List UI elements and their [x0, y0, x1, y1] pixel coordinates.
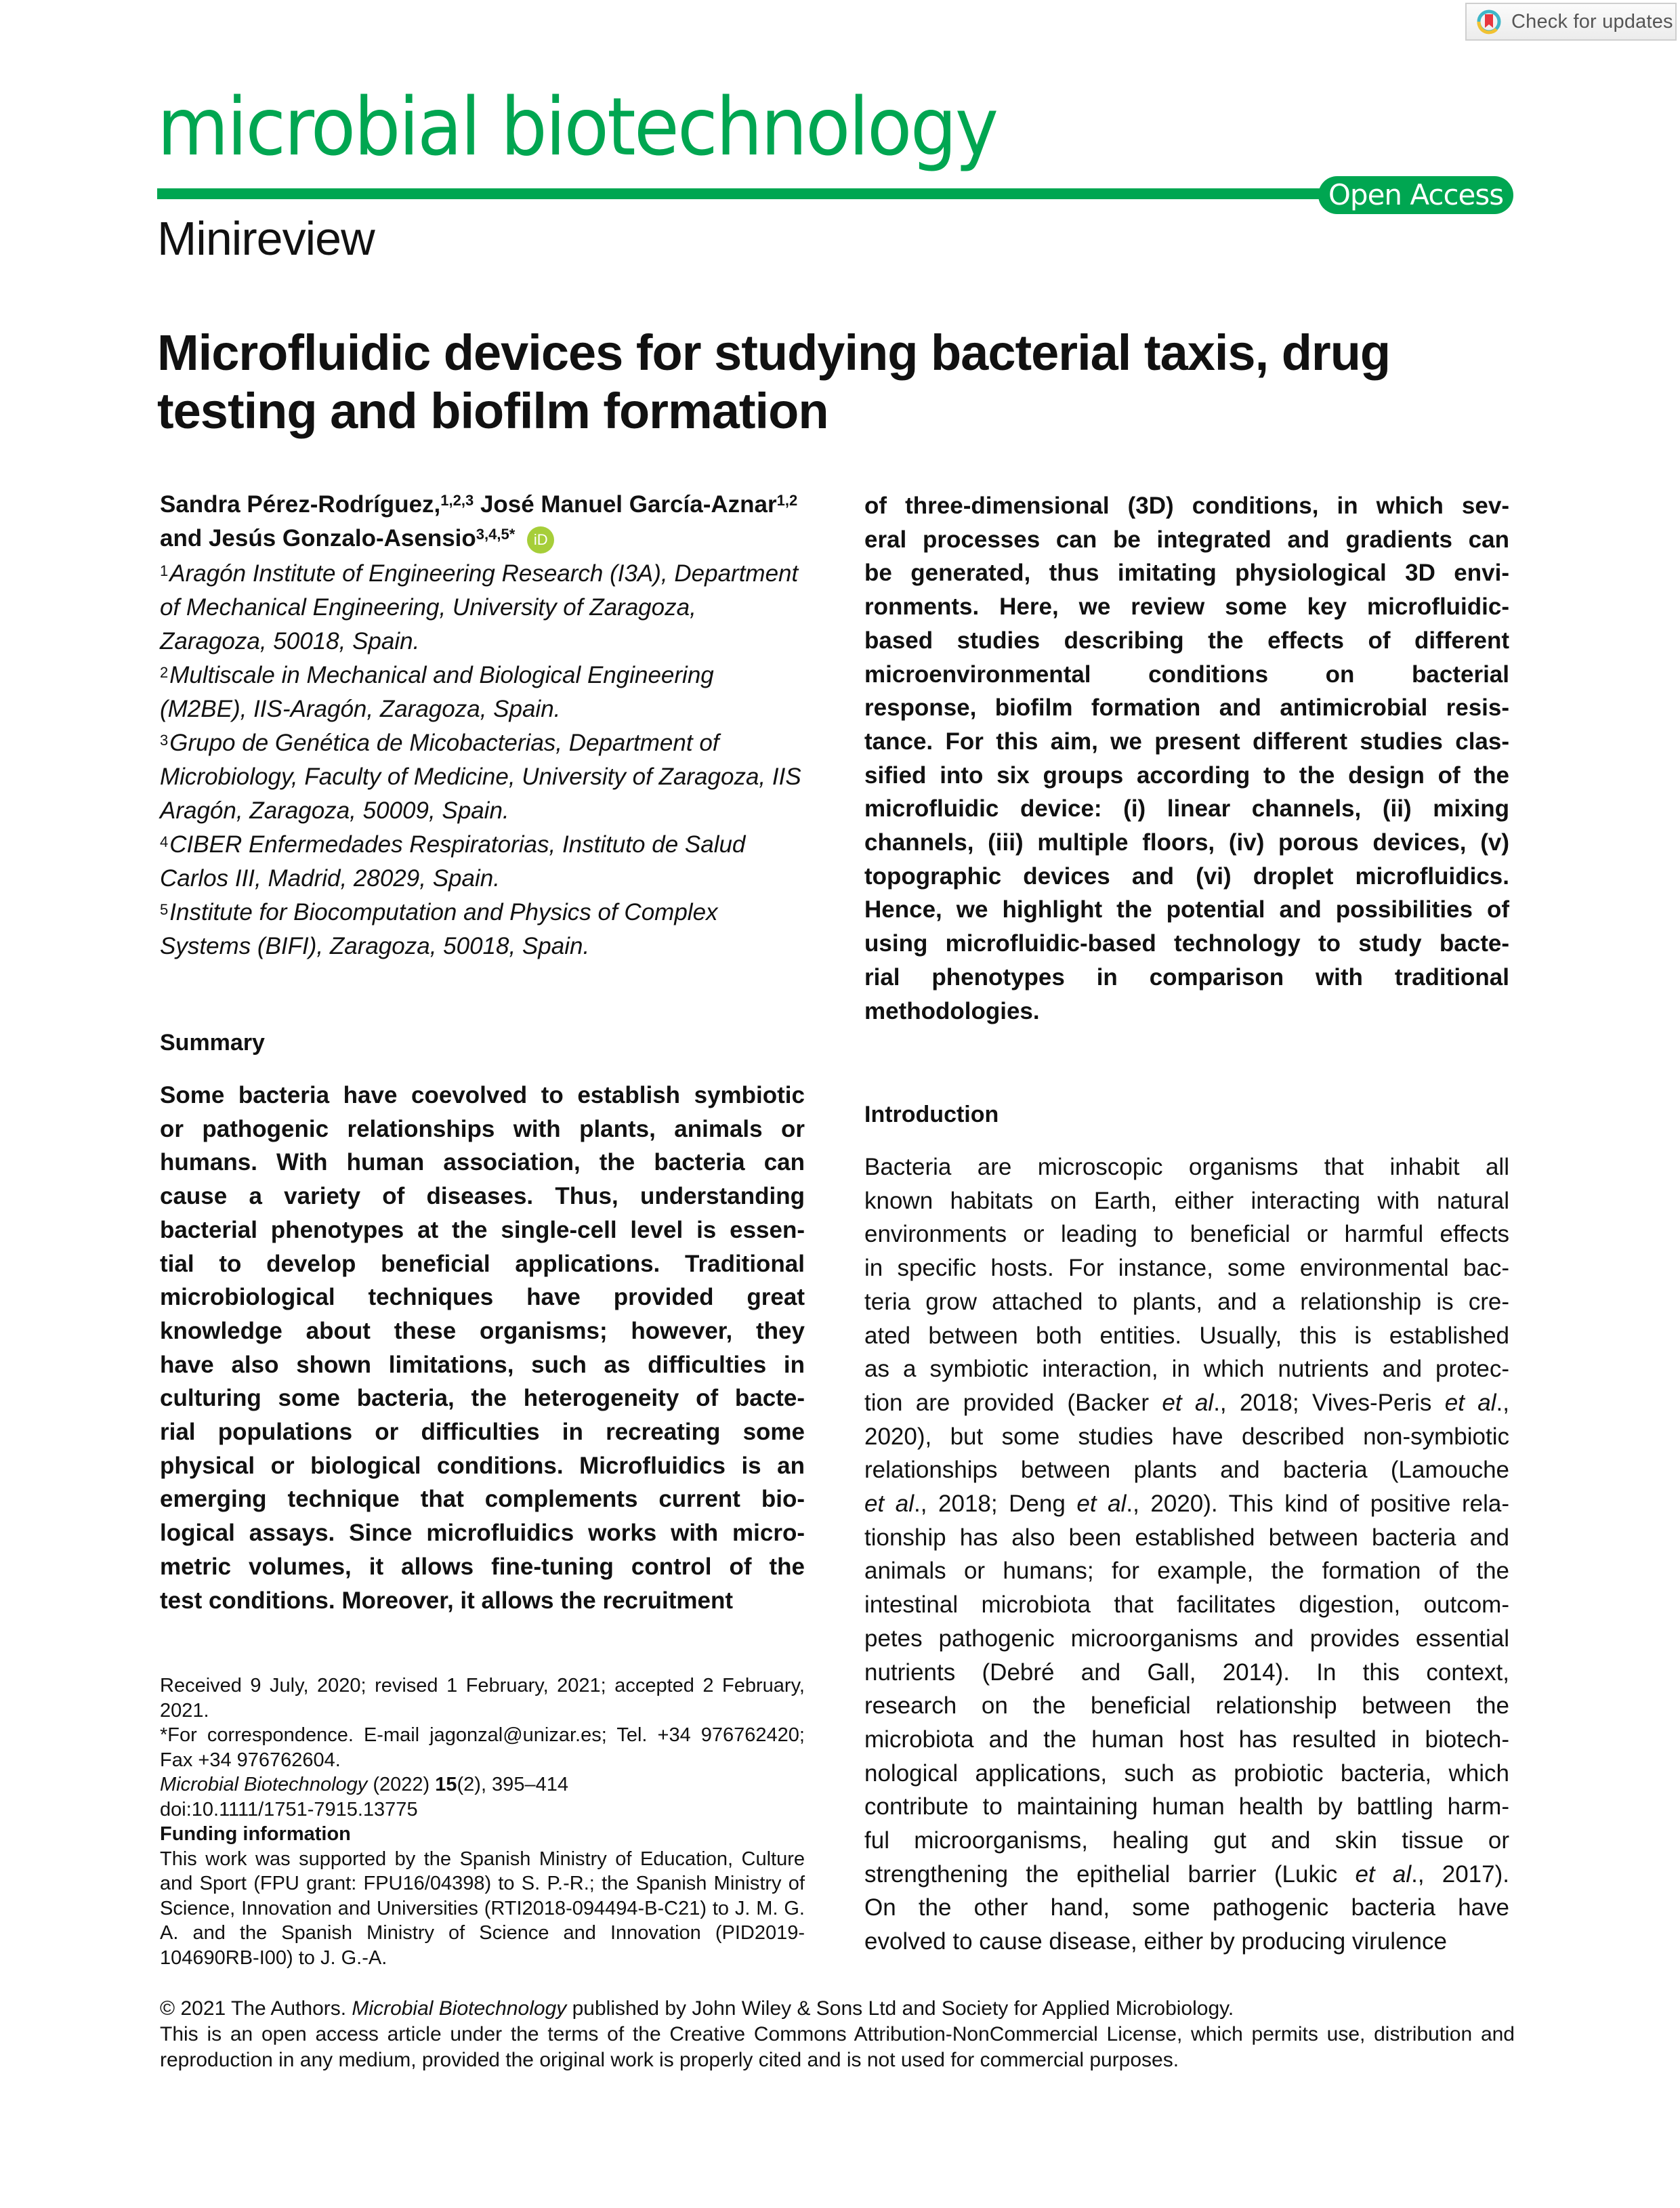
summary-heading: Summary — [160, 1030, 265, 1056]
text-line: nutrients (Debré and Gall, 2014). In this context, — [864, 1659, 1509, 1686]
copyright-icon: © — [160, 1997, 175, 2020]
affiliation-item — [160, 726, 805, 828]
text-line: in specific hosts. For instance, some environmental bac- — [864, 1255, 1509, 1282]
citation-volume: 15 — [435, 1774, 457, 1795]
summary-continuation — [864, 489, 1509, 1028]
open-access-badge: Open Access — [1318, 176, 1513, 214]
check-for-updates-label: Check for updates — [1511, 10, 1673, 33]
text-line: tionship has also been established between bacteria and — [864, 1524, 1509, 1551]
author-name[interactable]: and Jesús Gonzalo-Asensio — [160, 525, 476, 551]
text-line: research on the beneficial relationship between the — [864, 1692, 1509, 1720]
text-line: channels, (iii) multiple floors, (iv) porous devices, (v) — [864, 829, 1509, 856]
received-dates: Received 9 July, 2020; revised 1 February, 2021; accepted 2 February, 2021. — [160, 1675, 805, 1722]
citation-year: (2022) — [367, 1774, 436, 1795]
text-line: emerging technique that complements current bio- — [160, 1486, 805, 1513]
text-line: microenvironmental conditions on bacterial — [864, 661, 1509, 688]
text-line: tance. For this aim, we present different studies clas- — [864, 728, 1509, 755]
text-line: 2020), but some studies have described non-symbiotic — [864, 1423, 1509, 1450]
affiliation-number: 3 — [160, 732, 169, 749]
text-line: or pathogenic relationships with plants, animals or — [160, 1115, 805, 1142]
copyright-text: 2021 The Authors. — [175, 1997, 352, 2020]
text-line: be generated, thus imitating physiological 3D envi- — [864, 560, 1509, 587]
author-affiliation-marks: 1,2,3 — [440, 492, 474, 509]
text-line: et al., 2018; Deng et al., 2020). This kind of positive rela- — [864, 1491, 1510, 1518]
text-line: known habitats on Earth, either interacting with natural — [864, 1187, 1509, 1214]
crossmark-icon — [1476, 9, 1502, 35]
text-line: cause a variety of diseases. Thus, understanding — [160, 1183, 805, 1210]
text-line: On the other hand, some pathogenic bacteria have — [864, 1894, 1509, 1921]
text-line: tial to develop beneficial applications. Traditional — [160, 1250, 805, 1277]
affiliation-item — [160, 896, 805, 963]
text-line: as a symbiotic interaction, in which nutrients and protec- — [864, 1356, 1509, 1383]
affiliation-text: Aragón Institute of Engineering Research (I3A), Department of Mechanical Engineering, University of Zaragoza, Zaragoza, 50018, Spain. — [160, 560, 799, 654]
text-line: animals or humans; for example, the formation of the — [864, 1558, 1509, 1585]
funding-text: This work was supported by the Spanish Ministry of Education, Culture and Sport (FPU grant: FPU16/04398) to S. P.-R.; the Spanish Ministry of Science, Innovation and Universities (RTI2018-094494-B-C21) to J. M. G. A. and the Spanish Ministry of Science and Innovation (PID2019-104690RB-I00) to J. G.-A. — [160, 1848, 805, 1969]
citation-pages: (2), 395–414 — [457, 1774, 568, 1795]
funding-heading: Funding information — [160, 1823, 351, 1845]
author-affiliation-marks: 1,2 — [776, 492, 798, 509]
copyright-journal: Microbial Biotechnology — [352, 1997, 567, 2020]
text-line: intestinal microbiota that facilitates digestion, outcom- — [864, 1591, 1509, 1619]
journal-name: microbial biotechnology — [157, 80, 997, 173]
affiliation-text: Multiscale in Mechanical and Biological Engineering (M2BE), IIS-Aragón, Zaragoza, Spain. — [160, 662, 714, 722]
affiliation-number: 5 — [160, 901, 169, 918]
affiliation-item — [160, 659, 805, 726]
text-line: contribute to maintaining human health by battling harm- — [864, 1793, 1509, 1820]
text-line: physical or biological conditions. Microfluidics is an — [160, 1452, 805, 1479]
citation — [160, 1772, 805, 1797]
text-line: response, biofilm formation and antimicrobial resis- — [864, 694, 1509, 722]
text-line: environments or leading to beneficial or harmful effects — [864, 1221, 1509, 1248]
text-line: evolved to cause disease, either by producing virulence — [864, 1928, 1447, 1955]
text-line: tion are provided (Backer et al., 2018; Vives-Peris et al., — [864, 1389, 1509, 1416]
text-line: culturing some bacteria, the heterogeneity of bacte- — [160, 1385, 805, 1412]
author-list — [160, 488, 805, 556]
affiliation-text: Institute for Biocomputation and Physics of Complex Systems (BIFI), Zaragoza, 50018, Spain. — [160, 899, 718, 959]
affiliation-list — [160, 557, 805, 963]
masthead-divider — [157, 188, 1322, 199]
license-text: This is an open access article under the terms of the Creative Commons Attribution-NonCommercial License, which permits use, distribution and reproduction in any medium, provided the original work is properly cited and is not used for commercial purposes. — [160, 2023, 1515, 2071]
text-line: ronments. Here, we review some key microfluidic- — [864, 593, 1509, 621]
affiliation-item — [160, 828, 805, 896]
text-line: humans. With human association, the bacteria can — [160, 1149, 805, 1176]
text-line: metric volumes, it allows fine-tuning control of the — [160, 1553, 805, 1580]
author-affiliation-marks: 3,4,5* — [476, 526, 516, 543]
doi-link[interactable]: doi:10.1111/1751-7915.13775 — [160, 1798, 418, 1820]
article-info — [160, 1673, 805, 1970]
article-title: Microfluidic devices for studying bacterial taxis, drug testing and biofilm formation — [157, 325, 1391, 439]
copyright-publisher: published by John Wiley & Sons Ltd and Society for Applied Microbiology. — [566, 1997, 1234, 2020]
summary-body — [160, 1079, 805, 1617]
text-line: have also shown limitations, such as difficulties in — [160, 1351, 805, 1378]
text-line: microbiota and the human host has resulted in biotech- — [864, 1726, 1509, 1753]
text-line: bacterial phenotypes at the single-cell level is essen- — [160, 1216, 805, 1243]
orcid-icon[interactable]: iD — [527, 526, 554, 554]
author-name[interactable]: José Manuel García-Aznar — [480, 491, 777, 518]
text-line: Bacteria are microscopic organisms that inhabit all — [864, 1154, 1509, 1180]
affiliation-item — [160, 557, 805, 659]
text-line: nological applications, such as probiotic bacteria, which — [864, 1759, 1509, 1787]
text-line: ful microorganisms, healing gut and skin tissue or — [864, 1827, 1509, 1854]
introduction-heading: Introduction — [864, 1102, 999, 1127]
text-line: Some bacteria have coevolved to establish symbiotic — [160, 1082, 805, 1108]
text-line: test conditions. Moreover, it allows the recruitment — [160, 1587, 733, 1614]
check-for-updates-button[interactable] — [1465, 3, 1677, 41]
text-line: sified into six groups according to the design of the — [864, 762, 1509, 789]
author-name[interactable]: Sandra Pérez-Rodríguez, — [160, 491, 441, 518]
text-line: eral processes can be integrated and gradients can — [864, 526, 1509, 553]
text-line: strengthening the epithelial barrier (Lukic et al., 2017). — [864, 1860, 1509, 1888]
article-type: Minireview — [157, 212, 375, 265]
text-line: methodologies. — [864, 997, 1040, 1024]
text-line: of three-dimensional (3D) conditions, in which sev- — [864, 493, 1509, 519]
text-line: logical assays. Since microfluidics works with micro- — [160, 1520, 805, 1547]
affiliation-text: Grupo de Genética de Micobacterias, Department of Microbiology, Faculty of Medicine, University of Zaragoza, IIS Aragón, Zaragoza, 50009, Spain. — [160, 730, 801, 824]
text-line: ated between both entities. Usually, this is established — [864, 1322, 1509, 1349]
affiliation-text: CIBER Enfermedades Respiratorias, Instituto de Salud Carlos III, Madrid, 28029, Spain. — [160, 831, 746, 892]
text-line: topographic devices and (vi) droplet microfluidics. — [864, 862, 1509, 890]
affiliation-number: 2 — [160, 664, 169, 681]
text-line: rial populations or difficulties in recreating some — [160, 1419, 805, 1446]
text-line: relationships between plants and bacteria (Lamouche — [864, 1457, 1509, 1484]
text-line: rial phenotypes in comparison with traditional — [864, 963, 1509, 991]
text-line: using microfluidic-based technology to study bacte- — [864, 930, 1509, 957]
affiliation-number: 4 — [160, 833, 169, 850]
copyright-line — [160, 1996, 1515, 2022]
text-line: microfluidic device: (i) linear channels, (ii) mixing — [864, 795, 1509, 822]
introduction-body — [864, 1150, 1509, 1959]
citation-journal: Microbial Biotechnology — [160, 1774, 368, 1795]
correspondence: *For correspondence. E-mail jagonzal@unizar.es; Tel. +34 976762420; Fax +34 976762604. — [160, 1724, 805, 1771]
affiliation-number: 1 — [160, 562, 169, 579]
copyright-footer — [160, 1996, 1515, 2073]
text-line: based studies describing the effects of different — [864, 627, 1509, 654]
text-line: knowledge about these organisms; however, they — [160, 1317, 805, 1344]
text-line: petes pathogenic microorganisms and provides essential — [864, 1625, 1509, 1652]
text-line: Hence, we highlight the potential and possibilities of — [864, 896, 1509, 923]
text-line: microbiological techniques have provided great — [160, 1284, 805, 1311]
text-line: teria grow attached to plants, and a relationship is cre- — [864, 1288, 1509, 1315]
